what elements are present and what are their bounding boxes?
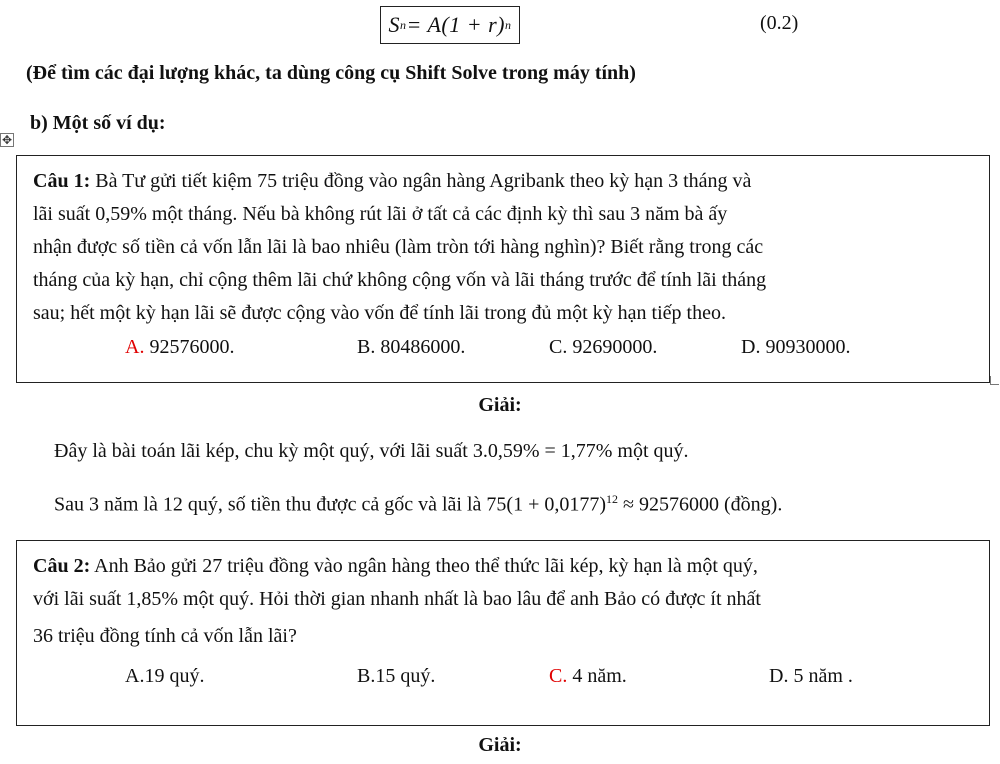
formula-exponent: n [504,17,512,32]
question-2-option-a[interactable] [125,665,204,688]
option-letter: C. [549,336,568,358]
question-2-label: Câu 2: [33,555,91,577]
option-letter: B. [357,665,376,687]
question-2-option-c[interactable] [549,665,627,688]
option-letter: D. [741,336,761,358]
solution-1-line-2 [54,492,782,517]
option-value: 15 quý. [375,665,436,687]
question-1-option-d[interactable] [741,336,850,359]
option-letter: C. [549,665,568,687]
option-value: 19 quý. [144,665,205,687]
option-letter: D. [769,665,789,687]
solution-2-heading: Giải: [478,734,522,756]
formula-rhs: = A(1 + r) [406,12,505,37]
question-1-option-c[interactable] [549,336,657,359]
section-heading: b) Một số ví dụ: [30,112,166,134]
option-letter: A. [125,336,145,358]
option-letter: A. [125,665,145,687]
option-letter: B. [357,336,376,358]
formula-lhs: S [388,12,401,37]
option-value: 90930000. [760,336,851,358]
solution-1-line-2-post: ≈ 92576000 (đồng). [618,493,783,516]
option-value: 5 năm . [788,665,853,687]
question-2-option-b[interactable] [357,665,435,688]
question-1-line-1 [33,170,751,193]
table-corner-marker [990,376,999,385]
solution-1-line-2-pre: Sau 3 năm là 12 quý, số tiền thu được cả gốc và lãi là 75(1 + 0,0177) [54,493,607,516]
formula-lhs-subscript: n [400,17,407,32]
question-1-label: Câu 1: [33,170,91,192]
solution-1-exponent: 12 [606,492,619,506]
equation-number: (0.2) [760,12,799,34]
question-1-line-5: sau; hết một kỳ hạn lãi sẽ được cộng vào vốn để tính lãi trong đủ một kỳ hạn tiếp theo. [33,302,726,324]
move-arrows-icon[interactable]: ✥ [1,133,13,147]
question-1-option-a[interactable] [125,336,234,359]
note-text: (Để tìm các đại lượng khác, ta dùng công cụ Shift Solve trong máy tính) [26,62,636,84]
solution-1-heading: Giải: [478,394,522,416]
question-1-box [16,155,990,383]
question-1-line-3: nhận được số tiền cả vốn lẫn lãi là bao nhiêu (làm tròn tới hàng nghìn)? Biết rằng trong các [33,236,764,258]
question-1-line-2: lãi suất 0,59% một tháng. Nếu bà không rút lãi ở tất cả các định kỳ thì sau 3 năm bà ấy [33,203,728,225]
question-2-option-d[interactable] [769,665,853,688]
question-1-line-4: tháng của kỳ hạn, chỉ cộng thêm lãi chứ không cộng vốn và lãi tháng trước để tính lãi tháng [33,269,767,291]
question-2-line-3: 36 triệu đồng tính cả vốn lẫn lãi? [33,625,297,647]
question-2-box [16,540,990,726]
question-1-text-1: Bà Tư gửi tiết kiệm 75 triệu đồng vào ngân hàng Agribank theo kỳ hạn 3 tháng và [90,170,752,192]
question-1-option-b[interactable] [357,336,465,359]
question-2-line-2: với lãi suất 1,85% một quý. Hỏi thời gian nhanh nhất là bao lâu để anh Bảo có được ít nhất [33,588,761,610]
question-2-text-1: Anh Bảo gửi 27 triệu đồng vào ngân hàng theo thể thức lãi kép, kỳ hạn là một quý, [90,555,758,577]
formula-box [380,6,520,44]
option-value: 92576000. [144,336,235,358]
question-2-line-1 [33,555,758,578]
option-value: 4 năm. [567,665,627,687]
solution-1-line-1: Đây là bài toán lãi kép, chu kỳ một quý, với lãi suất 3.0,59% = 1,77% một quý. [54,440,689,462]
option-value: 92690000. [567,336,658,358]
option-value: 80486000. [375,336,466,358]
